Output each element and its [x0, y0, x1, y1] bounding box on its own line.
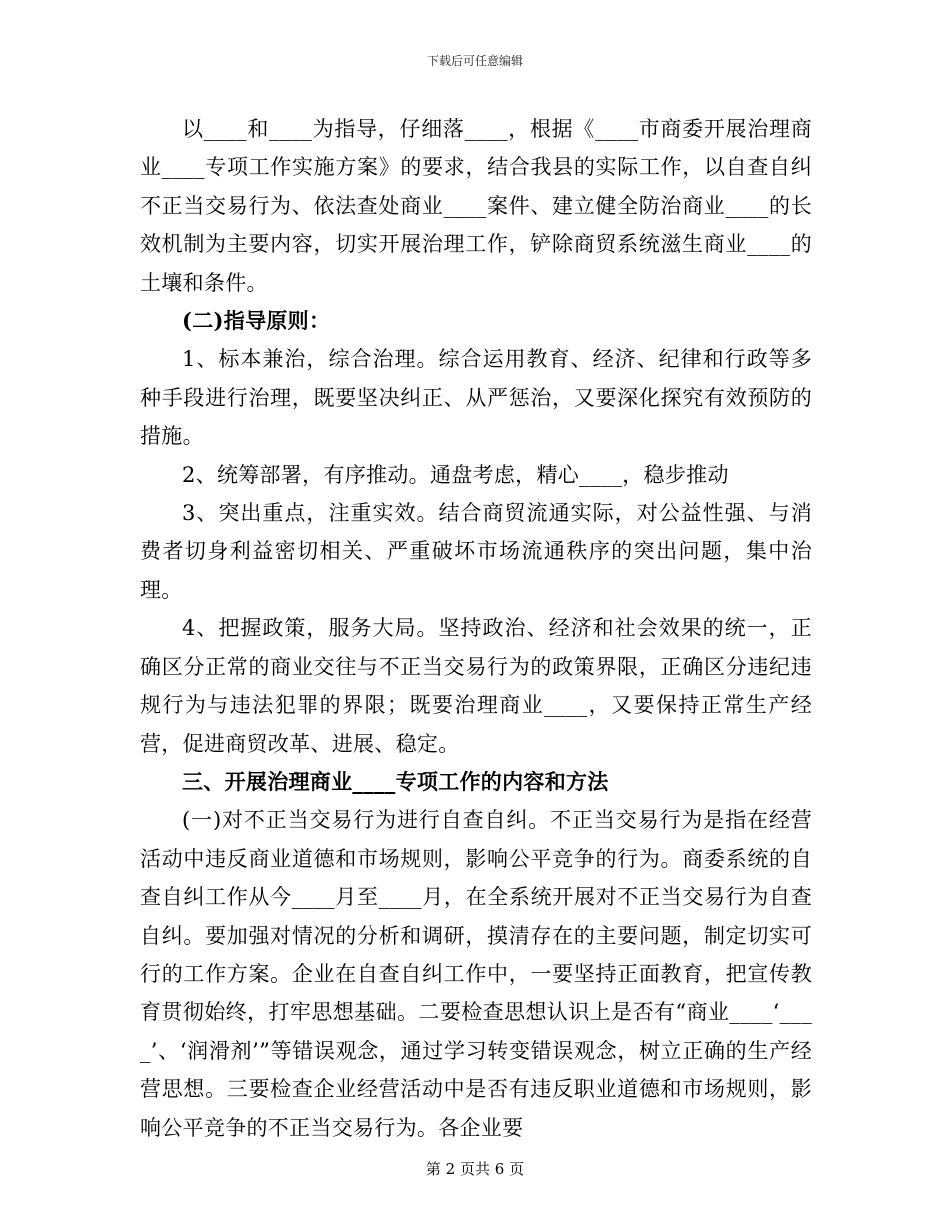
- page-header: 下载后可任意编辑: [426, 54, 523, 68]
- page-footer: 第 2 页共 6 页: [425, 1160, 525, 1178]
- paragraph-self-inspection: (一)对不正当交易行为进行自查自纠。不正当交易行为是指在经营活动中违反商业道德和市场规则，影响公平竞争的行为。商委系统的自查自纠工作从今____月至____月，在全系统开展对不正当交易行为自查自纠。要加强对情况的分析和调研，摸清存在的主要问题，制定切实可行的工作方案。企业在自查自纠工作中，一要坚持正面教育，把宣传教育贯彻始终，打牢思想基础。二要检查思想认识上是否有“商业____‘____’、‘润滑剂’”等错误观念，通过学习转变错误观念，树立正确的生产经营思想。三要检查企业经营活动中是否有违反职业道德和市场规则，影响公平竞争的不正当交易行为。各企业要: [140, 808, 812, 1140]
- document-body: [140, 110, 812, 1147]
- paragraph-principle-4: 4、把握政策，服务大局。坚持政治、经济和社会效果的统一，正确区分正常的商业交往与不正当交易行为的政策界限，正确区分违纪违规行为与违法犯罪的界限；既要治理商业____，又要保持正常生产经营，促进商贸改革、进展、稳定。: [140, 616, 812, 756]
- paragraph-principle-1: 1、标本兼治，综合治理。综合运用教育、经济、纪律和行政等多种手段进行治理，既要坚决纠正、从严惩治，又要深化探究有效预防的措施。: [140, 347, 812, 449]
- heading-guiding-principles: (二)指导原则：: [182, 308, 331, 334]
- paragraph-principle-2: 2、统筹部署，有序推动。通盘考虑，精心____，稳步推动: [182, 462, 729, 487]
- paragraph-principle-3: 3、突出重点，注重实效。结合商贸流通实际，对公益性强、与消费者切身利益密切相关、严重破坏市场流通秩序的突出问题，集中治理。: [140, 501, 812, 602]
- paragraph-intro: 以____和____为指导，仔细落____，根据《____市商委开展治理商业____专项工作实施方案》的要求，结合我县的实际工作，以自查自纠不正当交易行为、依法查处商业____案件、建立健全防治商业____的长效机制为主要内容，切实开展治理工作，铲除商贸系统滋生商业____的土壤和条件。: [140, 117, 812, 295]
- heading-section-3: 三、开展治理商业____专项工作的内容和方法: [182, 768, 609, 794]
